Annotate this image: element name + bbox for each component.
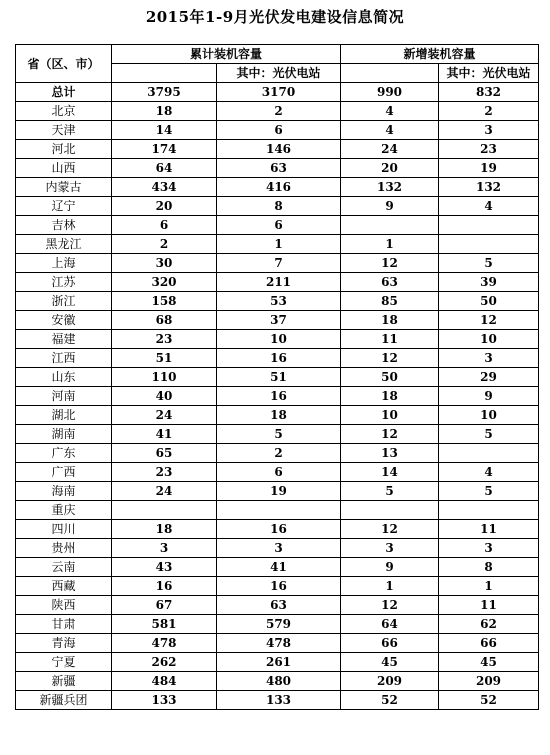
new-capacity: 18 — [341, 311, 439, 330]
new-capacity: 11 — [341, 330, 439, 349]
table-row — [16, 691, 539, 710]
table-row — [16, 501, 539, 520]
cumulative-pv-station: 16 — [217, 577, 341, 596]
new-capacity: 14 — [341, 463, 439, 482]
new-capacity: 24 — [341, 140, 439, 159]
new-pv-station: 8 — [439, 558, 539, 577]
new-capacity — [341, 501, 439, 520]
table-row — [16, 273, 539, 292]
new-pv-station: 11 — [439, 520, 539, 539]
cumulative-pv-station: 7 — [217, 254, 341, 273]
province-name: 湖南 — [16, 425, 112, 444]
province-name: 河南 — [16, 387, 112, 406]
cumulative-capacity: 581 — [112, 615, 217, 634]
table-row — [16, 292, 539, 311]
province-name: 重庆 — [16, 501, 112, 520]
cumulative-pv-station: 146 — [217, 140, 341, 159]
cumulative-capacity: 434 — [112, 178, 217, 197]
total-new: 990 — [341, 83, 439, 102]
new-capacity: 12 — [341, 425, 439, 444]
cumulative-pv-station: 63 — [217, 159, 341, 178]
cumulative-capacity: 23 — [112, 330, 217, 349]
new-pv-station: 3 — [439, 539, 539, 558]
table-row — [16, 330, 539, 349]
province-name: 陕西 — [16, 596, 112, 615]
cumulative-pv-station: 133 — [217, 691, 341, 710]
pv-capacity-table — [15, 44, 539, 710]
cumulative-capacity: 65 — [112, 444, 217, 463]
table-row — [16, 216, 539, 235]
cumulative-pv-station: 18 — [217, 406, 341, 425]
new-capacity: 1 — [341, 235, 439, 254]
new-pv-station — [439, 501, 539, 520]
table-row — [16, 444, 539, 463]
cumulative-capacity: 484 — [112, 672, 217, 691]
new-pv-station: 50 — [439, 292, 539, 311]
cumulative-pv-station: 41 — [217, 558, 341, 577]
new-pv-station: 2 — [439, 102, 539, 121]
new-capacity: 12 — [341, 520, 439, 539]
new-capacity: 12 — [341, 254, 439, 273]
province-name: 辽宁 — [16, 197, 112, 216]
table-row — [16, 596, 539, 615]
cumulative-pv-station: 2 — [217, 102, 341, 121]
province-name: 青海 — [16, 634, 112, 653]
new-capacity: 45 — [341, 653, 439, 672]
table-row — [16, 615, 539, 634]
cumulative-capacity: 24 — [112, 406, 217, 425]
cumulative-pv-station: 416 — [217, 178, 341, 197]
cumulative-pv-station: 3 — [217, 539, 341, 558]
table-row — [16, 349, 539, 368]
new-pv-station: 10 — [439, 330, 539, 349]
new-pv-station: 66 — [439, 634, 539, 653]
province-name: 江西 — [16, 349, 112, 368]
new-pv-station: 5 — [439, 254, 539, 273]
cumulative-pv-station: 63 — [217, 596, 341, 615]
table-row — [16, 634, 539, 653]
new-pv-station: 4 — [439, 197, 539, 216]
table-row — [16, 140, 539, 159]
cumulative-capacity: 320 — [112, 273, 217, 292]
cumulative-pv-station: 51 — [217, 368, 341, 387]
province-name: 江苏 — [16, 273, 112, 292]
new-capacity: 4 — [341, 102, 439, 121]
cumulative-capacity: 110 — [112, 368, 217, 387]
total-cumulative-pv: 3170 — [217, 83, 341, 102]
new-capacity: 3 — [341, 539, 439, 558]
new-capacity: 66 — [341, 634, 439, 653]
table-row — [16, 539, 539, 558]
new-capacity: 63 — [341, 273, 439, 292]
new-pv-station: 1 — [439, 577, 539, 596]
new-pv-station: 3 — [439, 349, 539, 368]
table-row — [16, 387, 539, 406]
cumulative-pv-station: 16 — [217, 387, 341, 406]
table-row — [16, 235, 539, 254]
province-name: 新疆兵团 — [16, 691, 112, 710]
province-name: 贵州 — [16, 539, 112, 558]
new-capacity: 10 — [341, 406, 439, 425]
table-row — [16, 102, 539, 121]
new-pv-station — [439, 444, 539, 463]
total-new-pv: 832 — [439, 83, 539, 102]
header-new-blank — [341, 64, 439, 83]
cumulative-capacity: 51 — [112, 349, 217, 368]
cumulative-capacity: 24 — [112, 482, 217, 501]
cumulative-capacity: 16 — [112, 577, 217, 596]
cumulative-pv-station: 37 — [217, 311, 341, 330]
province-name: 云南 — [16, 558, 112, 577]
cumulative-capacity: 23 — [112, 463, 217, 482]
new-capacity: 52 — [341, 691, 439, 710]
cumulative-capacity: 64 — [112, 159, 217, 178]
province-name: 内蒙古 — [16, 178, 112, 197]
province-name: 山东 — [16, 368, 112, 387]
cumulative-capacity: 262 — [112, 653, 217, 672]
cumulative-capacity: 67 — [112, 596, 217, 615]
province-name: 天津 — [16, 121, 112, 140]
cumulative-pv-station: 10 — [217, 330, 341, 349]
table-row — [16, 406, 539, 425]
new-capacity — [341, 216, 439, 235]
cumulative-pv-station: 16 — [217, 349, 341, 368]
cumulative-pv-station: 478 — [217, 634, 341, 653]
table-row — [16, 311, 539, 330]
new-pv-station: 5 — [439, 425, 539, 444]
province-name: 四川 — [16, 520, 112, 539]
header-cumulative-pv-station: 其中：光伏电站 — [217, 64, 341, 83]
table-row — [16, 520, 539, 539]
new-pv-station: 29 — [439, 368, 539, 387]
province-name: 宁夏 — [16, 653, 112, 672]
province-name: 福建 — [16, 330, 112, 349]
cumulative-capacity: 6 — [112, 216, 217, 235]
header-row-1 — [16, 45, 539, 64]
header-province: 省（区、市） — [16, 45, 112, 83]
new-capacity: 12 — [341, 596, 439, 615]
province-name: 湖北 — [16, 406, 112, 425]
new-capacity: 85 — [341, 292, 439, 311]
cumulative-capacity: 158 — [112, 292, 217, 311]
table-row — [16, 463, 539, 482]
new-capacity: 18 — [341, 387, 439, 406]
cumulative-pv-station: 8 — [217, 197, 341, 216]
cumulative-capacity: 43 — [112, 558, 217, 577]
cumulative-pv-station: 1 — [217, 235, 341, 254]
cumulative-pv-station: 6 — [217, 216, 341, 235]
new-pv-station: 23 — [439, 140, 539, 159]
total-cumulative: 3795 — [112, 83, 217, 102]
new-capacity: 64 — [341, 615, 439, 634]
province-name: 海南 — [16, 482, 112, 501]
new-capacity: 50 — [341, 368, 439, 387]
new-capacity: 5 — [341, 482, 439, 501]
new-pv-station: 209 — [439, 672, 539, 691]
new-pv-station: 10 — [439, 406, 539, 425]
cumulative-pv-station: 53 — [217, 292, 341, 311]
new-pv-station: 39 — [439, 273, 539, 292]
table-row — [16, 558, 539, 577]
cumulative-capacity: 20 — [112, 197, 217, 216]
province-name: 黑龙江 — [16, 235, 112, 254]
new-capacity: 12 — [341, 349, 439, 368]
new-pv-station: 62 — [439, 615, 539, 634]
header-cumulative-capacity: 累计装机容量 — [112, 45, 341, 64]
cumulative-capacity: 478 — [112, 634, 217, 653]
table-row — [16, 482, 539, 501]
header-new-capacity: 新增装机容量 — [341, 45, 539, 64]
province-name: 广西 — [16, 463, 112, 482]
new-capacity: 132 — [341, 178, 439, 197]
province-name: 山西 — [16, 159, 112, 178]
cumulative-pv-station: 16 — [217, 520, 341, 539]
new-pv-station — [439, 216, 539, 235]
cumulative-pv-station: 579 — [217, 615, 341, 634]
province-name: 新疆 — [16, 672, 112, 691]
cumulative-capacity: 18 — [112, 520, 217, 539]
new-capacity: 9 — [341, 558, 439, 577]
cumulative-capacity: 40 — [112, 387, 217, 406]
cumulative-capacity: 18 — [112, 102, 217, 121]
header-new-pv-station: 其中：光伏电站 — [439, 64, 539, 83]
cumulative-pv-station: 480 — [217, 672, 341, 691]
cumulative-pv-station: 2 — [217, 444, 341, 463]
province-name: 甘肃 — [16, 615, 112, 634]
cumulative-capacity: 14 — [112, 121, 217, 140]
cumulative-capacity: 68 — [112, 311, 217, 330]
cumulative-pv-station: 5 — [217, 425, 341, 444]
province-name: 安徽 — [16, 311, 112, 330]
province-name: 浙江 — [16, 292, 112, 311]
table-row — [16, 577, 539, 596]
cumulative-pv-station: 19 — [217, 482, 341, 501]
new-pv-station: 9 — [439, 387, 539, 406]
new-capacity: 209 — [341, 672, 439, 691]
new-capacity: 9 — [341, 197, 439, 216]
new-pv-station: 11 — [439, 596, 539, 615]
cumulative-capacity: 30 — [112, 254, 217, 273]
cumulative-capacity: 2 — [112, 235, 217, 254]
new-pv-station: 3 — [439, 121, 539, 140]
cumulative-pv-station — [217, 501, 341, 520]
cumulative-pv-station: 6 — [217, 463, 341, 482]
new-pv-station: 5 — [439, 482, 539, 501]
province-name: 西藏 — [16, 577, 112, 596]
table-row — [16, 159, 539, 178]
cumulative-pv-station: 211 — [217, 273, 341, 292]
table-row — [16, 197, 539, 216]
new-pv-station: 132 — [439, 178, 539, 197]
page-title: 2015年1-9月光伏发电建设信息简况 — [145, 8, 405, 26]
table-row — [16, 121, 539, 140]
new-pv-station: 45 — [439, 653, 539, 672]
cumulative-capacity — [112, 501, 217, 520]
new-capacity: 20 — [341, 159, 439, 178]
cumulative-pv-station: 6 — [217, 121, 341, 140]
province-name: 广东 — [16, 444, 112, 463]
header-cumulative-blank — [112, 64, 217, 83]
new-capacity: 1 — [341, 577, 439, 596]
table-row — [16, 254, 539, 273]
new-capacity: 4 — [341, 121, 439, 140]
new-pv-station: 12 — [439, 311, 539, 330]
new-capacity: 13 — [341, 444, 439, 463]
table-row — [16, 425, 539, 444]
new-pv-station — [439, 235, 539, 254]
table-row — [16, 672, 539, 691]
cumulative-capacity: 174 — [112, 140, 217, 159]
province-name: 北京 — [16, 102, 112, 121]
cumulative-capacity: 41 — [112, 425, 217, 444]
table-row — [16, 368, 539, 387]
table-row — [16, 653, 539, 672]
cumulative-pv-station: 261 — [217, 653, 341, 672]
new-pv-station: 19 — [439, 159, 539, 178]
total-label: 总计 — [16, 83, 112, 102]
new-pv-station: 4 — [439, 463, 539, 482]
cumulative-capacity: 133 — [112, 691, 217, 710]
table-row — [16, 178, 539, 197]
province-name: 吉林 — [16, 216, 112, 235]
province-name: 上海 — [16, 254, 112, 273]
new-pv-station: 52 — [439, 691, 539, 710]
cumulative-capacity: 3 — [112, 539, 217, 558]
total-row — [16, 83, 539, 102]
province-name: 河北 — [16, 140, 112, 159]
